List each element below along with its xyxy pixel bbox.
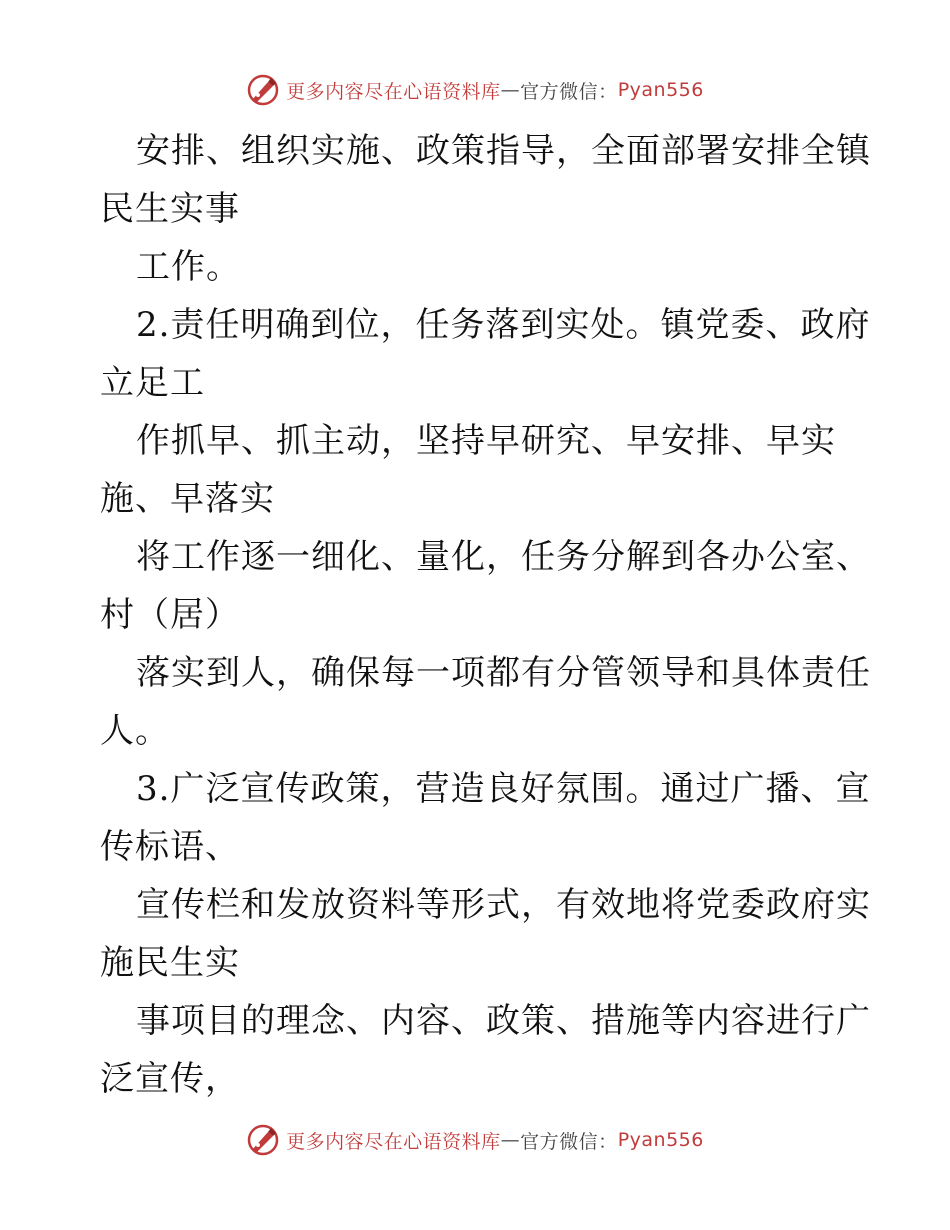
body-line: 立足工 <box>100 363 205 403</box>
body-line: 作抓早、抓主动，坚持早研究、早安排、早实 <box>136 421 836 461</box>
body-line: 传标语、 <box>100 827 240 867</box>
header-banner <box>0 70 950 110</box>
body-line: 3.广泛宣传政策，营造良好氛围。通过广播、宣 <box>136 769 871 809</box>
footer-banner <box>0 1120 950 1160</box>
body-line: 施、早落实 <box>100 479 275 519</box>
body-line: 安排、组织实施、政策指导，全面部署安排全镇 <box>136 131 871 171</box>
banner-main-text: 更多内容尽在心语资料库 <box>286 1130 501 1153</box>
body-line: 工作。 <box>136 247 241 287</box>
body-line: 施民生实 <box>100 943 240 983</box>
document-body <box>100 122 871 1108</box>
banner-separator: — <box>500 79 521 101</box>
body-line: 宣传栏和发放资料等形式，有效地将党委政府实 <box>136 885 871 925</box>
pen-nib-logo-icon <box>246 73 280 107</box>
body-line: 村（居） <box>100 595 240 635</box>
body-line: 2.责任明确到位，任务落到实处。镇党委、政府 <box>136 305 871 345</box>
body-line: 民生实事 <box>100 189 240 229</box>
banner-separator: — <box>500 1129 521 1151</box>
banner-wechat-id: Pyan556 <box>617 1129 704 1151</box>
body-line: 落实到人，确保每一项都有分管领导和具体责任 <box>136 653 871 693</box>
body-line: 泛宣传， <box>100 1059 240 1099</box>
banner-wechat-label: 官方微信： <box>520 1130 618 1153</box>
body-line: 事项目的理念、内容、政策、措施等内容进行广 <box>136 1001 871 1041</box>
banner-wechat-label: 官方微信： <box>520 80 618 103</box>
pen-nib-logo-icon <box>246 1123 280 1157</box>
banner-main-text: 更多内容尽在心语资料库 <box>286 80 501 103</box>
body-line: 人。 <box>100 711 170 751</box>
banner-wechat-id: Pyan556 <box>617 79 704 101</box>
body-line: 将工作逐一细化、量化，任务分解到各办公室、 <box>136 537 871 577</box>
